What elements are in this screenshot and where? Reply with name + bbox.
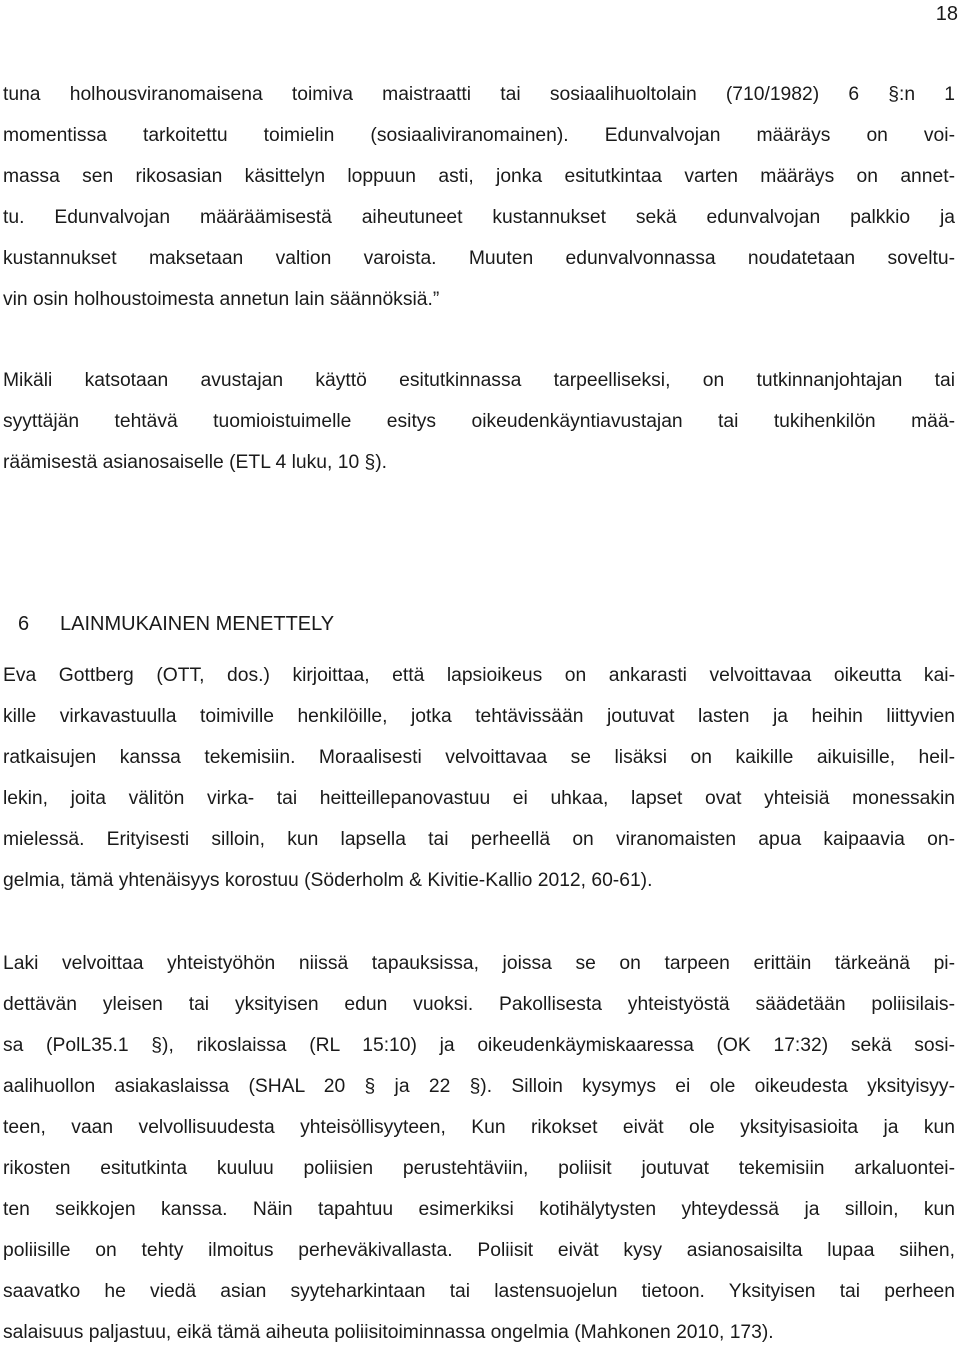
text-line: dettävän yleisen tai yksityisen edun vuoksi. Pakollisesta yhteistyöstä säädetään poliisilais- <box>3 994 955 1015</box>
text-line: ratkaisujen kanssa tekemisiin. Moraalisesti velvoittavaa se lisäksi on kaikille aikuisille, heil- <box>3 747 955 768</box>
text-line: Eva Gottberg (OTT, dos.) kirjoittaa, että lapsioikeus on ankarasti velvoittavaa oikeutta kai- <box>3 665 955 686</box>
text-line: Mikäli katsotaan avustajan käyttö esitutkinnassa tarpeelliseksi, on tutkinnanjohtajan tai <box>3 370 955 391</box>
text-line: mielessä. Erityisesti silloin, kun lapsella tai perheellä on viranomaisten apua kaipaavia on- <box>3 829 955 850</box>
text-line: teen, vaan velvollisuudesta yhteisöllisyyteen, Kun rikokset eivät ole yksityisasioita ja kun <box>3 1117 955 1138</box>
section-heading <box>18 611 334 637</box>
text-line: poliisille on tehty ilmoitus perheväkivallasta. Poliisit eivät kysy asianosaisilta lupaa siihen, <box>3 1240 955 1261</box>
text-line: tu. Edunvalvojan määräämisestä aiheutuneet kustannukset sekä edunvalvojan palkkio ja <box>3 207 955 228</box>
text-line: kille virkavastuulla toimiville henkilöille, jotka tehtävissään joutuvat lasten ja heihin liittyvien <box>3 706 955 727</box>
section-title: LAINMUKAINEN MENETTELY <box>60 613 335 635</box>
text-line: kustannukset maksetaan valtion varoista. Muuten edunvalvonnassa noudatetaan soveltu- <box>3 248 955 269</box>
text-line: ten seikkojen kanssa. Näin tapahtuu esimerkiksi kotihälytysten yhteydessä ja silloin, kun <box>3 1199 955 1220</box>
text-line: momentissa tarkoitettu toimielin (sosiaaliviranomainen). Edunvalvojan määräys on voi- <box>3 125 955 146</box>
text-line: lekin, joita välitön virka- tai heitteillepanovastuu ei uhkaa, lapset ovat yhteisiä monessakin <box>3 788 955 809</box>
text-line: aalihuollon asiakaslaissa (SHAL 20 § ja 22 §). Silloin kysymys ei ole oikeudesta yksityisyy- <box>3 1076 955 1097</box>
text-line: syyttäjän tehtävä tuomioistuimelle esitys oikeudenkäyntiavustajan tai tukihenkilön mää- <box>3 411 955 432</box>
text-line: vin osin holhoustoimesta annetun lain säännöksiä.” <box>3 289 440 310</box>
text-line: saavatko he viedä asian syyteharkintaan tai lastensuojelun tietoon. Yksityisen tai perheen <box>3 1281 955 1302</box>
text-line: gelmia, tämä yhtenäisyys korostuu (Söderholm & Kivitie-Kallio 2012, 60-61). <box>3 870 653 891</box>
text-line: Laki velvoittaa yhteistyöhön niissä tapauksissa, joissa se on tarpeen erittäin tärkeänä pi- <box>3 953 955 974</box>
text-line: massa sen rikosasian käsittelyn loppuun asti, jonka esitutkintaa varten määräys on annet- <box>3 166 955 187</box>
text-line: rikosten esitutkinta kuuluu poliisien perustehtäviin, poliisit joutuvat tekemisiin arkaluontei- <box>3 1158 955 1179</box>
text-line: salaisuus paljastuu, eikä tämä aiheuta poliisitoiminnassa ongelmia (Mahkonen 2010, 173). <box>3 1322 774 1343</box>
page-number: 18 <box>935 3 958 25</box>
text-line: tuna holhousviranomaisena toimiva maistraatti tai sosiaalihuoltolain (710/1982) 6 §:n 1 <box>3 84 955 105</box>
text-line: räämisestä asianosaiselle (ETL 4 luku, 10 §). <box>3 452 388 473</box>
text-line: sa (PolL35.1 §), rikoslaissa (RL 15:10) ja oikeudenkäymiskaaressa (OK 17:32) sekä sosi- <box>3 1035 955 1056</box>
section-number: 6 <box>18 613 30 635</box>
